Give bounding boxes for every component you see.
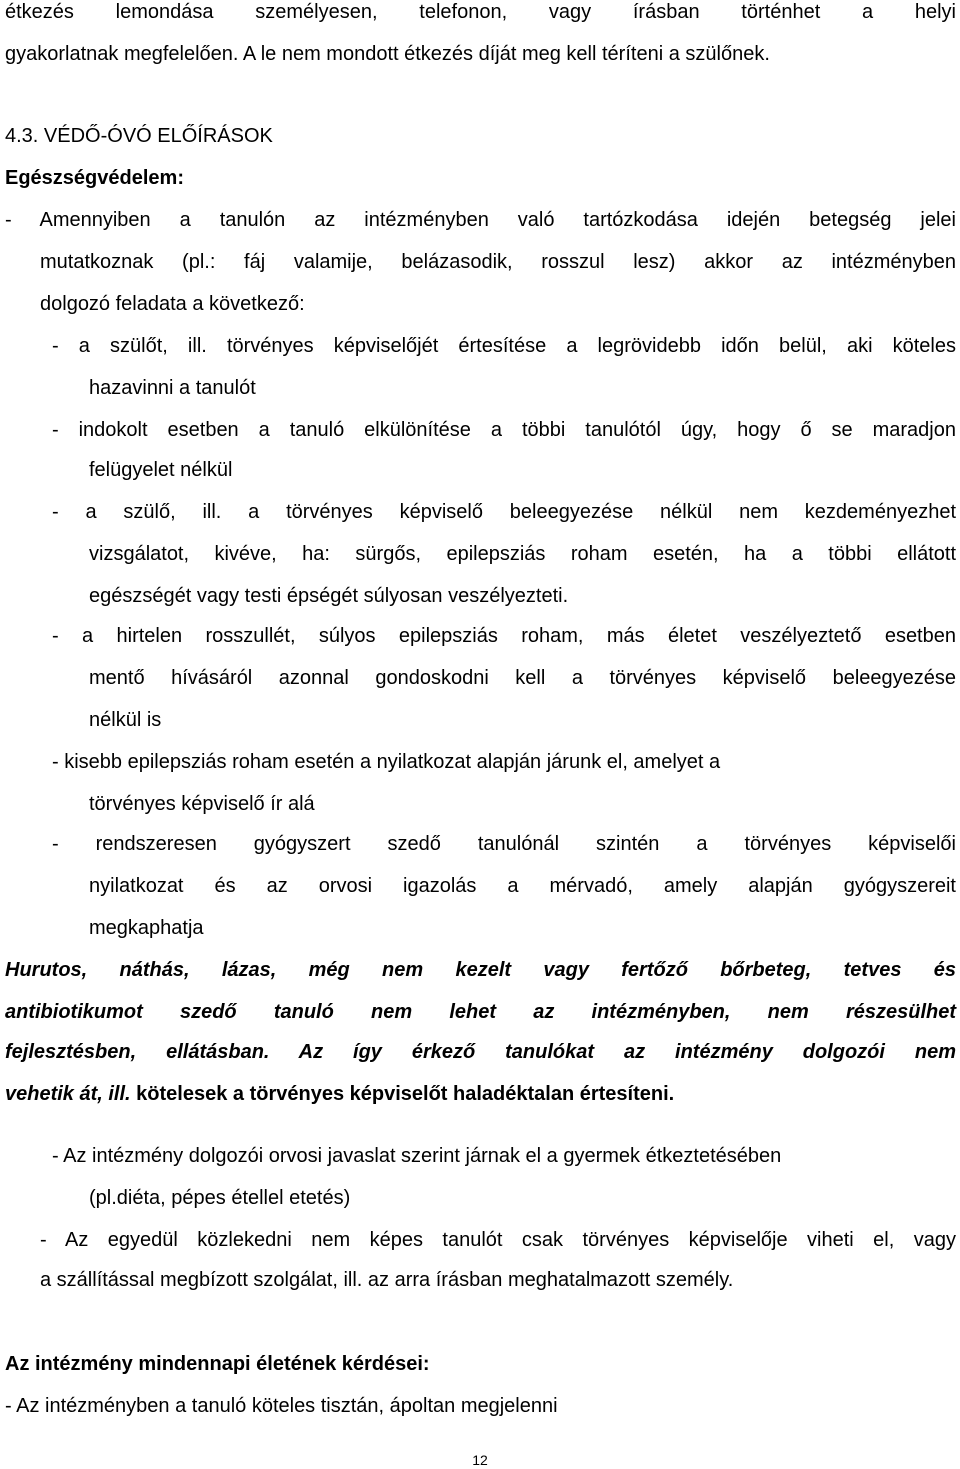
- text-line: mutatkoznak (pl.: fáj valamije, belázasodik, rosszul lesz) akkor az intézményben: [40, 251, 956, 273]
- list-item: - rendszeresen gyógyszert szedő tanulónál szintén a törvényes képviselői: [52, 833, 956, 855]
- text-line: - Amennyiben a tanulón az intézményben való tartózkodása idején betegség jelei: [5, 209, 956, 231]
- bold-paragraph-line: [5, 1040, 956, 1064]
- text-line: egészségét vagy testi épségét súlyosan veszélyezteti.: [89, 585, 569, 607]
- text-line: felügyelet nélkül: [89, 459, 233, 481]
- list-item: - Az egyedül közlekedni nem képes tanulót csak törvényes képviselője viheti el, vagy: [40, 1229, 956, 1251]
- bold-text: kötelesek a törvényes képviselőt haladéktalan értesíteni.: [130, 1083, 675, 1105]
- text-line: nyilatkozat és az orvosi igazolás a mérvadó, amely alapján gyógyszereit: [89, 875, 956, 897]
- list-item: - indokolt esetben a tanuló elkülönítése a többi tanulótól úgy, hogy ő se maradjon: [52, 419, 956, 441]
- text-line: hazavinni a tanulót: [89, 377, 256, 399]
- text-line: gyakorlatnak megfelelően. A le nem mondott étkezés díját meg kell téríteni a szülőnek.: [5, 43, 770, 65]
- list-item: - a hirtelen rosszullét, súlyos epilepsziás roham, más életet veszélyeztető esetben: [52, 625, 956, 647]
- section-heading: 4.3. VÉDŐ-ÓVÓ ELŐÍRÁSOK: [5, 125, 273, 147]
- list-item: - a szülőt, ill. törvényes képviselőjét értesítése a legrövidebb időn belül, aki köteles: [52, 335, 956, 357]
- list-item: - Az intézmény dolgozói orvosi javaslat szerint járnak el a gyermek étkeztetésében: [52, 1145, 782, 1167]
- bold-paragraph-line: fejlesztésben, ellátásban. Az így érkező tanulókat az intézmény dolgozói nem: [5, 1041, 956, 1063]
- list-item: - Az intézményben a tanuló köteles tisztán, ápoltan megjelenni: [5, 1395, 558, 1417]
- page-number: 12: [472, 1452, 488, 1468]
- subheading: Az intézmény mindennapi életének kérdései:: [5, 1353, 430, 1375]
- text-line: megkaphatja: [89, 917, 204, 939]
- bold-italic-text: vehetik át, ill.: [5, 1083, 131, 1105]
- text-line: étkezés lemondása személyesen, telefonon, vagy írásban történhet a helyi: [5, 1, 956, 23]
- text-line: (pl.diéta, pépes étellel etetés): [89, 1187, 351, 1209]
- subheading: Egészségvédelem:: [5, 167, 184, 189]
- text-line: vizsgálatot, kivéve, ha: sürgős, epilepsziás roham esetén, ha a többi ellátott: [89, 543, 956, 565]
- text-line: nélkül is: [89, 709, 162, 731]
- bold-paragraph-line: [5, 1082, 956, 1106]
- list-item: - a szülő, ill. a törvényes képviselő beleegyezése nélkül nem kezdeményezhet: [52, 501, 956, 523]
- list-item: - kisebb epilepsziás roham esetén a nyilatkozat alapján járunk el, amelyet a: [52, 751, 721, 773]
- text-line: a szállítással megbízott szolgálat, ill. az arra írásban meghatalmazott személy.: [40, 1269, 734, 1291]
- text-line: dolgozó feladata a következő:: [40, 293, 305, 315]
- text-line: mentő hívásáról azonnal gondoskodni kell a törvényes képviselő beleegyezése: [89, 667, 956, 689]
- text-line: törvényes képviselő ír alá: [89, 793, 315, 815]
- bold-paragraph-line: antibiotikumot szedő tanuló nem lehet az intézményben, nem részesülhet: [5, 1001, 956, 1023]
- bold-paragraph-line: Hurutos, náthás, lázas, még nem kezelt vagy fertőző bőrbeteg, tetves és: [5, 959, 956, 981]
